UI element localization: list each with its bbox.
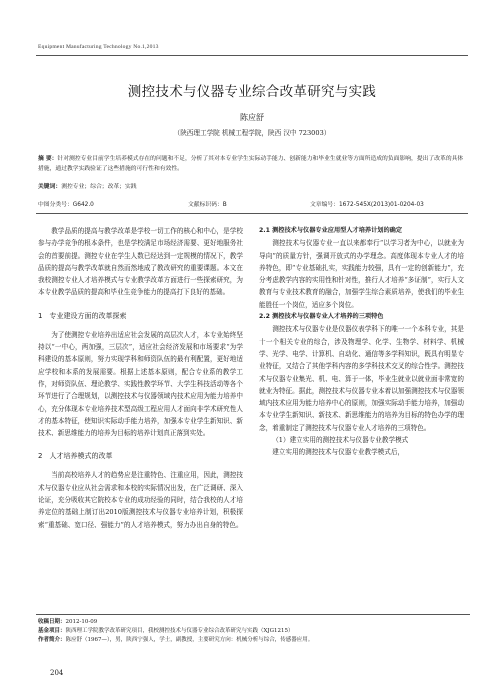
section-2-heading: 2 人才培养模式的改革 bbox=[38, 452, 113, 461]
page-number: 204 bbox=[50, 669, 64, 677]
section-2-2-heading: 2.2 测控技术与仪器专业人才培养的三项特色 bbox=[259, 313, 384, 321]
keywords bbox=[38, 181, 137, 190]
keywords-label: 关键词： bbox=[38, 184, 62, 190]
keywords-text: 测控专业；综合；改革；实践 bbox=[61, 184, 137, 190]
item-1-heading: （1）建立实用的测控技术与仪器专业教学模式 bbox=[272, 436, 409, 445]
article-number: 文章编号：1672-545X(2013)01-0204-03 bbox=[310, 202, 424, 208]
section-2-1-paragraph: 测控技术与仪器专业一直以来都奉行“以学习者为中心，以就业为导向”的质量方针，强调开放式的办学理念。高度体现本专业人才的培养特色，即“专业基础扎实，实践能力较强，具有一定的创新能力”，充分考虑教学内容的实用性和针对性，推行人才培养“多证制”，实行人文教育与专业技术教育的融合，加强学生综合素质培养，使我们的毕业生能胜任一个岗位，适应多个岗位。 bbox=[259, 239, 464, 309]
article-author: 陈应舒 bbox=[240, 113, 264, 122]
fund-project: 基金项目：陕西理工学院教学改革研究项目，我校测控技术与仪器专业综合改革研究与实践（XJG1215） bbox=[38, 627, 294, 634]
item-1-paragraph: 建立实用的测控技术与仪器专业教学模式后， bbox=[272, 448, 405, 457]
abstract-text: 针对测控专业目前学生培养模式存在的问题和不足，分析了其对本专业学生实际动手能力、创新能力和毕业生就业等方面所造成的负面影响，提出了改革的具体措施，通过教学实践验证了这些措施的可行性和有效性。 bbox=[38, 156, 464, 172]
section-2-1-heading: 2.1 测控技术与仪器专业应用型人才培养计划的确定 bbox=[259, 227, 403, 234]
abstract-label: 摘 要： bbox=[38, 156, 58, 162]
intro-paragraph: 教学品质的提高与教学改革是学校一切工作的核心和中心，是学校参与办学竞争的根本条件，也是学校满足市场经济需要、更好地服务社会的首要前提。测控专业在学生人数已经达到一定规模的情况下，教学品质的提高与教学改革就自然而然地成了教改研究的重要课题。本文在我校测控专业人才培养模式与专业教学改革方面进行一些探索研究，为本专业教学品质的提高和毕业生竞争能力的提高打下良好的基础。 bbox=[38, 227, 243, 297]
section-1-paragraph: 为了使测控专业培养出适应社会发展的高层次人才，本专业始终坚持以“一中心，两加强，三层次”，适应社会经济发展和市场要求“为学科建设的基本原则，努力实现学科和师资队伍的最有利配置，更好地适应学校和本系的发展需要。根据上述基本原则，配合专业系的教学工作，对师资队伍、理论教学、实践性教学环节、大学生科技活动等各个环节进行了合理规划，以测控技术与仪器领域内技术应用为能力培养中心，充分体现本专业培养技术型高级工程应用人才面向非学术研究性人才的基本特征，使知识实际动手能力培养，加强本专业学生新知识、新技术、新思维能力的培养为目标的培养计划真正落到实处。 bbox=[38, 330, 243, 438]
footnote bbox=[38, 618, 472, 644]
abstract bbox=[38, 154, 466, 174]
document-code: 文献标识码：B bbox=[188, 202, 227, 208]
header-rule bbox=[36, 55, 468, 56]
right-column bbox=[259, 225, 464, 459]
clc-number: 中图分类号：G642.0 bbox=[38, 202, 94, 208]
section-2-paragraph: 当前高校培养人才的趋势应是注重特色、注重应用，因此，测控技术与仪器专业应从社会需求和本校的实际情况出发，在广泛调研、深入论证，充分吸收其它院校本专业的成功经验的同时，结合我校的人才培养定位的基础上制订出2010版测控技术与仪器专业培养计划，积极探索“重基础、宽口径、强能力”的人才培养模式，努力办出自身的特色。 bbox=[38, 471, 243, 529]
author-affiliation: （陕西理工学院 机械工程学院，陕西 汉中 723003） bbox=[173, 129, 331, 137]
article-title: 测控技术与仪器专业综合改革研究与实践 bbox=[127, 84, 377, 100]
footnote-rule bbox=[36, 614, 470, 615]
section-1-heading: 1 专业建设方面的改革探索 bbox=[38, 311, 127, 320]
left-column bbox=[38, 225, 243, 531]
author-bio: 作者简介：陈应舒（1967—），男，陕西宁强人，学士，副教授，主要研究方向：机械分析与综合，传感器应用。 bbox=[38, 636, 314, 643]
journal-header: Equipment Manufacturing Technology No.1,2013 bbox=[38, 44, 159, 50]
section-2-2-paragraph: 测控技术与仪器专业是仪器仪表学科下的唯一一个本科专业，其是十一个相关专业的综合，涉及物理学、化学、生物学、材料学、机械学、光学、电学、计算机、自动化、通信等多学科知识，既具有明显专业特征，又结合了其他学科内容的多学科技术交叉的综合性学。测控技术与仪器专业集光、机、电、算于一体，毕业生就业以就业面非常宽的就业为特征。据此，测控技术与仪器专业本着以加强测控技术与仪器领域内技术应用为能力培养中心的原则，加强实际动手能力培养，加强动本专业学生新知识、新技术、新思维能力的培养为目标的特色办学的理念，着重制定了测控技术与仪器专业人才培养的三项特色。 bbox=[259, 325, 464, 432]
received-date: 收稿日期：2012-10-09 bbox=[38, 619, 98, 625]
meta-rule bbox=[36, 213, 468, 214]
